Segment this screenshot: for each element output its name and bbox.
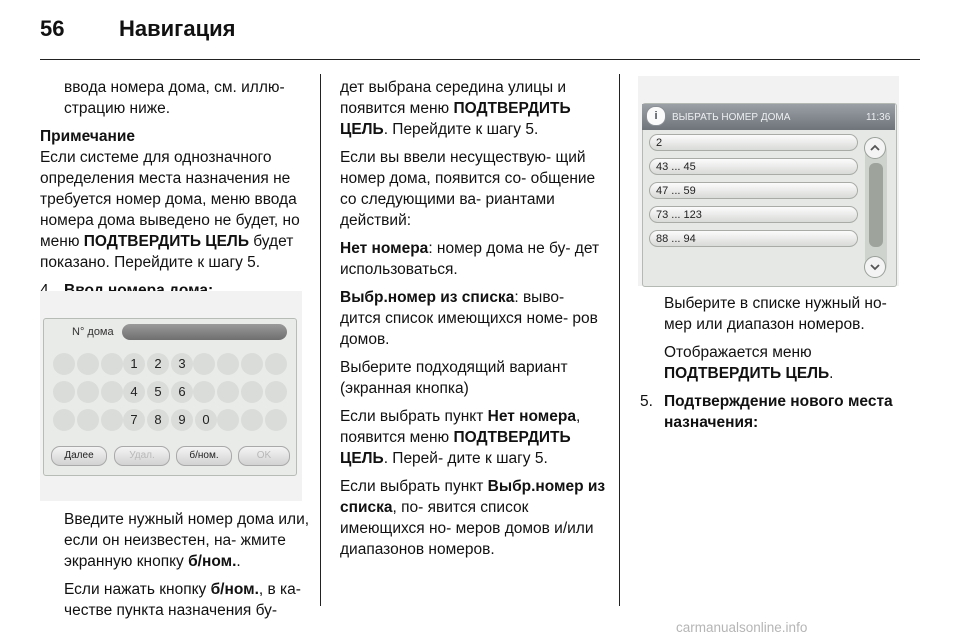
note-heading: Примечание xyxy=(40,128,135,145)
delete-button[interactable]: Удал. xyxy=(114,446,170,466)
keypad-key-blank xyxy=(265,409,287,431)
keypad-key-blank xyxy=(265,381,287,403)
page-number: 56 xyxy=(40,16,65,41)
keypad-caption xyxy=(64,509,310,628)
paragraph-text: Если выбрать пункт xyxy=(340,478,484,495)
list-item[interactable]: 2 xyxy=(649,134,858,151)
keypad-key-blank xyxy=(53,381,75,403)
screen-title: ВЫБРАТЬ НОМЕР ДОМА xyxy=(672,112,791,123)
list-item[interactable]: 43 ... 45 xyxy=(649,158,858,175)
keypad-key-blank xyxy=(241,381,263,403)
chevron-up-icon xyxy=(869,142,881,154)
keypad-key-blank xyxy=(77,409,99,431)
chevron-down-icon xyxy=(869,261,881,273)
paragraph-text-end: , по- явится список имеющихся но- меров домов и/или диапазонов номеров. xyxy=(340,499,594,558)
scrollbar-thumb[interactable] xyxy=(869,163,883,247)
column-divider xyxy=(320,74,321,606)
list-item[interactable]: 73 ... 123 xyxy=(649,206,858,223)
caption-bold: б/ном. xyxy=(188,553,237,570)
list-caption-end: . xyxy=(829,365,834,382)
paragraph-bold: Выбр.номер из списка xyxy=(340,478,606,516)
column-3 xyxy=(640,293,905,433)
paragraph-text: Если выбрать пункт xyxy=(340,408,484,425)
step-5 xyxy=(640,391,905,433)
note-text-end: будет показано. Перейдите к шагу 5. xyxy=(40,233,294,271)
paragraph-bold: ПОДТВЕРДИТЬ ЦЕЛЬ xyxy=(340,429,571,467)
keypad-key-blank xyxy=(265,353,287,375)
note-text: Если системе для однозначного определения места назначения не требуется номер дома, меню ввода номера дома выведено не будет, но меню xyxy=(40,149,300,250)
page-title: Навигация xyxy=(119,16,236,41)
keypad-key-9[interactable]: 9 xyxy=(171,409,193,431)
paragraph: ввода номера дома, см. иллю- страцию ниже. xyxy=(64,79,285,117)
next-button[interactable]: Далее xyxy=(51,446,107,466)
keypad-key-4[interactable]: 4 xyxy=(123,381,145,403)
keypad-key-blank xyxy=(193,381,215,403)
keypad-key-8[interactable]: 8 xyxy=(147,409,169,431)
keypad-key-2[interactable]: 2 xyxy=(147,353,169,375)
keypad-key-blank xyxy=(193,353,215,375)
keypad-key-3[interactable]: 3 xyxy=(171,353,193,375)
list-item[interactable]: 88 ... 94 xyxy=(649,230,858,247)
caption-bold: б/ном. xyxy=(210,581,259,598)
caption-text-end: . xyxy=(236,553,241,570)
paragraph: Выберите подходящий вариант (экранная кнопка) xyxy=(340,359,568,397)
paragraph-bold: Нет номера xyxy=(487,408,576,425)
clock: 11:36 xyxy=(866,112,891,123)
no-number-button[interactable]: б/ном. xyxy=(176,446,232,466)
keypad-key-blank xyxy=(101,353,123,375)
keypad-key-7[interactable]: 7 xyxy=(123,409,145,431)
caption-text-end: , в ка- честве пункта назначения бу- xyxy=(64,581,301,619)
paragraph-text-end: . Перей- дите к шагу 5. xyxy=(383,450,548,467)
caption-text: Если нажать кнопку xyxy=(64,581,207,598)
note xyxy=(40,126,308,273)
list-caption-text: Отображается меню xyxy=(664,344,812,361)
option-text: : выво- дится список имеющихся номе- ров домов. xyxy=(340,289,598,348)
keypad-key-5[interactable]: 5 xyxy=(147,381,169,403)
step-title: Подтверждение нового места назначения: xyxy=(664,393,893,431)
paragraph-text-end: . Перейдите к шагу 5. xyxy=(383,121,539,138)
option-choose-from-list: Выбр.номер из списка xyxy=(340,289,515,306)
note-bold: ПОДТВЕРДИТЬ ЦЕЛЬ xyxy=(83,233,249,250)
keypad-key-blank xyxy=(101,409,123,431)
keypad-key-0[interactable]: 0 xyxy=(195,409,217,431)
paragraph-text: , появится меню xyxy=(340,408,581,446)
keypad-key-blank xyxy=(217,409,239,431)
keypad-key-6[interactable]: 6 xyxy=(171,381,193,403)
house-number-label: N° дома xyxy=(72,326,114,338)
ok-button[interactable]: OK xyxy=(238,446,290,466)
house-number-input[interactable] xyxy=(122,324,287,340)
column-divider xyxy=(619,74,620,606)
step-number: 5. xyxy=(640,393,653,410)
caption-text: Введите нужный номер дома или, если он неизвестен, на- жмите экранную кнопку xyxy=(64,511,310,570)
scroll-down-button[interactable] xyxy=(864,256,886,278)
paragraph: Если вы ввели несуществую- щий номер дома, появится со- общение со следующими ва- риантами действий: xyxy=(340,149,596,229)
keypad-key-blank xyxy=(101,381,123,403)
keypad-key-blank xyxy=(217,353,239,375)
paragraph-bold: ПОДТВЕРДИТЬ ЦЕЛЬ xyxy=(340,100,571,138)
keypad-key-blank xyxy=(241,353,263,375)
header-rule xyxy=(40,59,920,60)
list-item[interactable]: 47 ... 59 xyxy=(649,182,858,199)
column-2 xyxy=(340,77,608,567)
option-text: : номер дома не бу- дет использоваться. xyxy=(340,240,600,278)
paragraph-text: дет выбрана середина улицы и появится меню xyxy=(340,79,567,117)
option-no-number: Нет номера xyxy=(340,240,429,257)
list-caption: Выберите в списке нужный но- мер или диапазон номеров. xyxy=(664,295,887,333)
keypad-key-1[interactable]: 1 xyxy=(123,353,145,375)
keypad-key-blank xyxy=(53,409,75,431)
keypad-key-blank xyxy=(53,353,75,375)
keypad-key-blank xyxy=(241,409,263,431)
keypad-key-blank xyxy=(77,381,99,403)
info-icon[interactable]: i xyxy=(646,106,666,126)
watermark: carmanualsonline.info xyxy=(676,620,808,635)
scroll-up-button[interactable] xyxy=(864,137,886,159)
keypad-key-blank xyxy=(77,353,99,375)
list-caption-bold: ПОДТВЕРДИТЬ ЦЕЛЬ xyxy=(664,365,830,382)
keypad-key-blank xyxy=(217,381,239,403)
column-1 xyxy=(40,77,308,301)
